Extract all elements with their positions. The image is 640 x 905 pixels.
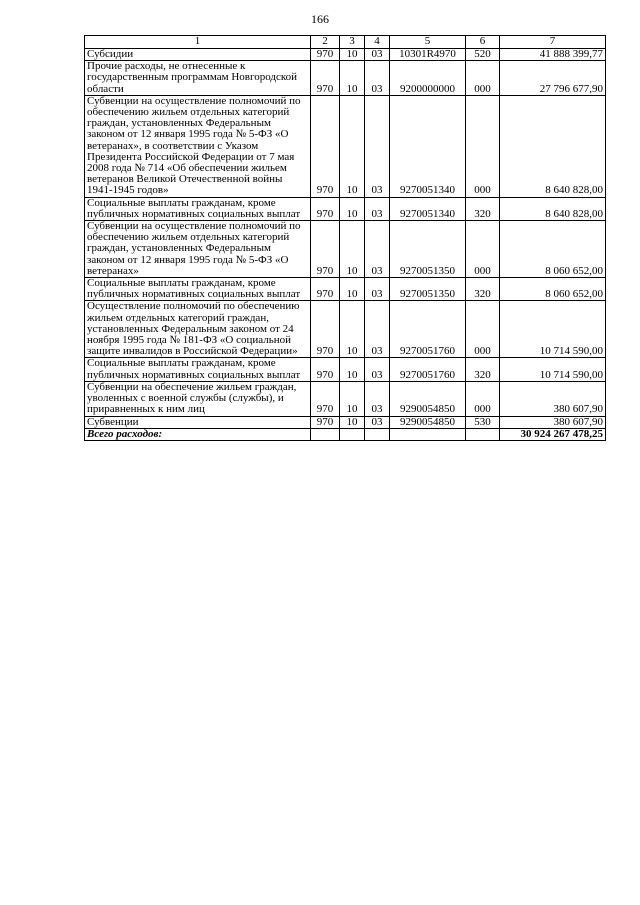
row-section-code: 10 [340,358,365,381]
row-ministry-code: 970 [311,381,340,416]
table-row [85,61,606,96]
table-row [85,416,606,428]
total-amount: 30 924 267 478,25 [500,428,606,440]
row-section-code: 10 [340,61,365,96]
total-row [85,428,606,440]
row-section-code: 10 [340,301,365,358]
row-section-code: 10 [340,278,365,301]
row-section-code: 10 [340,95,365,197]
row-expense-type: 320 [466,358,500,381]
empty-cell [466,428,500,440]
table-row [85,221,606,278]
empty-cell [340,428,365,440]
row-ministry-code: 970 [311,416,340,428]
row-name: Социальные выплаты гражданам, кроме публичных нормативных социальных выплат [85,278,311,301]
row-target-code: 10301R4970 [390,49,466,61]
row-subsection-code: 03 [365,381,390,416]
row-target-code: 9270051350 [390,221,466,278]
row-amount: 8 640 828,00 [500,197,606,220]
row-section-code: 10 [340,381,365,416]
header-cell-1: 1 [85,36,311,49]
header-cell-6: 6 [466,36,500,49]
row-name: Субсидии [85,49,311,61]
table-row [85,197,606,220]
row-target-code: 9270051760 [390,301,466,358]
row-amount: 380 607,90 [500,416,606,428]
row-name: Субвенции на осуществление полномочий по обеспечению жильем отдельных категорий граждан, установленных Федеральным законом от 12 января 1995 года № 5-ФЗ «О ветеранах» [85,221,311,278]
empty-cell [390,428,466,440]
header-cell-5: 5 [390,36,466,49]
row-amount: 8 060 652,00 [500,278,606,301]
row-subsection-code: 03 [365,416,390,428]
row-ministry-code: 970 [311,61,340,96]
total-label: Всего расходов: [85,428,311,440]
row-expense-type: 000 [466,95,500,197]
row-ministry-code: 970 [311,49,340,61]
row-target-code: 9270051340 [390,95,466,197]
row-subsection-code: 03 [365,61,390,96]
row-section-code: 10 [340,416,365,428]
row-expense-type: 000 [466,221,500,278]
row-amount: 8 060 652,00 [500,221,606,278]
row-section-code: 10 [340,221,365,278]
empty-cell [311,428,340,440]
table-row [85,381,606,416]
header-cell-2: 2 [311,36,340,49]
row-name: Субвенции на обеспечение жильем граждан, уволенных с военной службы (службы), и приравненных к ним лиц [85,381,311,416]
row-ministry-code: 970 [311,278,340,301]
row-subsection-code: 03 [365,221,390,278]
row-amount: 10 714 590,00 [500,358,606,381]
row-section-code: 10 [340,197,365,220]
row-ministry-code: 970 [311,358,340,381]
row-name: Социальные выплаты гражданам, кроме публичных нормативных социальных выплат [85,358,311,381]
row-expense-type: 320 [466,278,500,301]
row-subsection-code: 03 [365,358,390,381]
row-target-code: 9290054850 [390,416,466,428]
row-ministry-code: 970 [311,221,340,278]
row-expense-type: 000 [466,301,500,358]
row-amount: 41 888 399,77 [500,49,606,61]
header-cell-7: 7 [500,36,606,49]
row-subsection-code: 03 [365,95,390,197]
row-amount: 380 607,90 [500,381,606,416]
row-name: Субвенции [85,416,311,428]
row-expense-type: 520 [466,49,500,61]
row-ministry-code: 970 [311,95,340,197]
row-name: Осуществление полномочий по обеспечению жильем отдельных категорий граждан, установленных Федеральным законом от 24 ноября 1995 года № 181-ФЗ «О социальной защите инвалидов в Российской Федерации» [85,301,311,358]
table-row [85,301,606,358]
row-subsection-code: 03 [365,197,390,220]
header-cell-3: 3 [340,36,365,49]
row-target-code: 9290054850 [390,381,466,416]
row-name: Социальные выплаты гражданам, кроме публичных нормативных социальных выплат [85,197,311,220]
table-header-row [85,36,606,49]
table-row [85,278,606,301]
row-amount: 27 796 677,90 [500,61,606,96]
row-expense-type: 530 [466,416,500,428]
row-subsection-code: 03 [365,49,390,61]
empty-cell [365,428,390,440]
row-expense-type: 320 [466,197,500,220]
row-name: Субвенции на осуществление полномочий по обеспечению жильем отдельных категорий граждан, установленных Федеральным законом от 12 января 1995 года № 5-ФЗ «О ветеранах», в соответствии с Указом Президента Российской Федерации от 7 мая 2008 года № 714 «Об обеспечении жильем ветеранов Великой Отечественной войны 1941-1945 годов» [85,95,311,197]
row-amount: 10 714 590,00 [500,301,606,358]
table-body [85,36,606,441]
row-expense-type: 000 [466,381,500,416]
header-cell-4: 4 [365,36,390,49]
row-target-code: 9270051760 [390,358,466,381]
row-section-code: 10 [340,49,365,61]
row-target-code: 9270051350 [390,278,466,301]
table-row [85,49,606,61]
row-subsection-code: 03 [365,301,390,358]
row-subsection-code: 03 [365,278,390,301]
row-target-code: 9270051340 [390,197,466,220]
row-ministry-code: 970 [311,197,340,220]
row-ministry-code: 970 [311,301,340,358]
budget-table [84,35,606,441]
table-row [85,358,606,381]
page-number: 166 [311,12,329,26]
table-row [85,95,606,197]
row-name: Прочие расходы, не отнесенные к государственным программам Новгородской области [85,61,311,96]
row-target-code: 9200000000 [390,61,466,96]
row-amount: 8 640 828,00 [500,95,606,197]
row-expense-type: 000 [466,61,500,96]
